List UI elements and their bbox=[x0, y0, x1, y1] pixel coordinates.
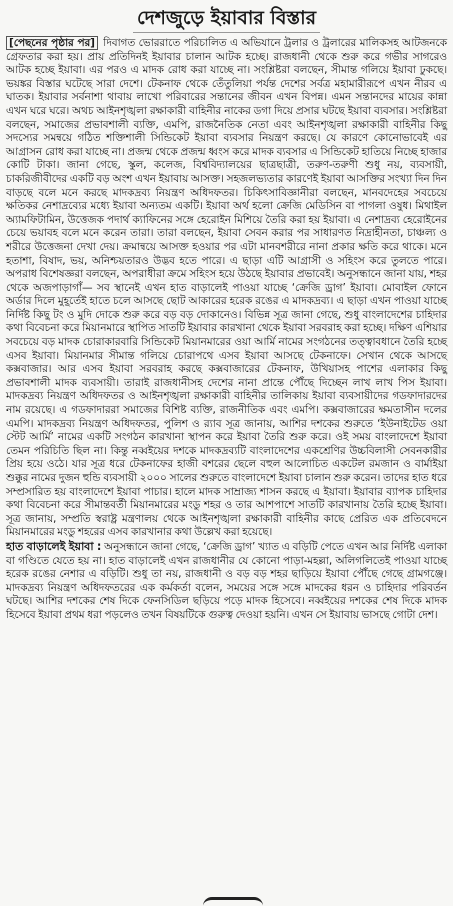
headline-container bbox=[6, 6, 447, 33]
article-headline: দেশজুড়ে ইয়াবার বিস্তার bbox=[133, 6, 320, 33]
article-body bbox=[6, 37, 447, 623]
continuation-tag: [পেছনের পৃষ্ঠার পর] bbox=[6, 36, 98, 50]
cut-off-heading-fragment bbox=[203, 897, 263, 906]
paragraph-2-text: অনুসন্ধানে জানা গেছে, ‘ক্রেজি ড্রাগ’ খ্যাত এ বড়িটি পেতে এখন আর নির্দিষ্ট এলাকা বা গণ্ডিতে যেতে হয় না। হাত বাড়ালেই এখন রাজধানীর যে কোনো পাড়া-মহল্লা, অলিগলিতেই পাওয়া যাচ্ছে হরেক রঙের নেশার এ বড়িটি। শুধু তা নয়, রাজধানী ও বড় বড় শহর ছাড়িয়ে ইয়াবা পৌঁছে গেছে গ্রামগঞ্জে। মাদকদ্রব্য নিয়ন্ত্রণ অধিদফতরের এক কর্মকর্তা বলেন, সময়ের সঙ্গে সঙ্গে মাদকের ধরন ও চাহিদার পরিবর্তন ঘটছে। আশির দশকের শেষ দিকে ফেনসিডিল ছড়িয়ে পড়ে মাদক হিসেবে। নব্বইয়ের দশকের শেষ দিকে মাদক হিসেবে ইয়াবা প্রথম ধরা পড়লেও তখন বিষয়টিকে গুরুত্ব দেওয়া হয়নি। এখন সে ইয়াবায় ভাসছে গোটা দেশ। bbox=[6, 540, 448, 621]
subhead-easy-access: হাত বাড়ালেই ইয়াবা : bbox=[6, 539, 102, 553]
paragraph-2 bbox=[6, 540, 447, 623]
paragraph-1-text: দিবাগত ভোররাতে পরিচালিত এ অভিযানে ট্রলার ও ট্রলারের মালিকসহ আটজনকে গ্রেফতার করা হয়। প্রায় প্রতিদিনই ইয়াবার চালান আটক হচ্ছে। রাজধানী থেকে শুরু করে গভীর সাগরেও আটক হচ্ছে ইয়াবা। এর পরও এ মাদক রোধ করা যাচ্ছে না। সংশ্লিষ্টরা বলছেন, সীমান্ত গলিয়ে ইয়াবা ঢুকছে। ভয়ঙ্কর বিস্তার ঘটেছে সারা দেশে। টেকনাফ থেকে তেঁতুলিয়া পর্যন্ত দেশের সর্বত্র মহামারীরূপে এখন নীরব এ ঘাতক। ইয়াবার সর্বনাশা থাবায় লাখো পরিবারের সন্তানের জীবন এখন বিপন্ন। এমন সন্তানদের মায়ের কান্না এখন ঘরে ঘরে। অথচ আইনশৃঙ্খলা রক্ষাকারী বাহিনীর নাকের ডগা দিয়ে প্রসার ঘটছে ইয়াবা ব্যবসার। সংশ্লিষ্টরা বলছেন, সমাজের প্রভাবশালী ব্যক্তি, এমপি, রাজনৈতিক নেতা এবং আইনশৃঙ্খলা রক্ষাকারী বাহিনীর কিছু সদস্যের সমন্বয়ে গঠিত শক্তিশালী সিন্ডিকেট ইয়াবা ব্যবসার নিয়ন্ত্রণ করছে। যে কারণে কোনোভাবেই এর আগ্রাসন রোধ করা যাচ্ছে না। প্রজন্ম থেকে প্রজন্ম ধ্বংস করে মাদক ব্যবসার এ সিন্ডিকেট হাতিয়ে নিচ্ছে হাজার কোটি টাকা। জানা গেছে, স্কুল, কলেজ, বিশ্ববিদ্যালয়ের ছাত্রছাত্রী, তরুণ-তরুণী শুধু নয়, ব্যবসায়ী, চাকরিজীবীদের একটি বড় অংশ এখন ইয়াবায় আসক্ত। সহজলভ্যতার কারণেই ইয়াবা আসক্তির সংখ্যা দিন দিন বাড়ছে বলে মনে করছে মাদকদ্রব্য নিয়ন্ত্রণ অধিদফতর। চিকিৎসাবিজ্ঞানীরা বলছেন, মানবদেহের সবচেয়ে ক্ষতিকর নেশাদ্রব্যের মধ্যে ইয়াবা অন্যতম একটি। ইয়াবা অর্থ হলো ক্রেজি মেডিসিন বা পাগলা ওষুধ। মিথাইল অ্যামফিটামিন, উত্তেজক পদার্থ ক্যাফিনের সঙ্গে হেরোইন মিশিয়ে তৈরি করা হয় ইয়াবা। এ নেশাদ্রব্য হেরোইনের চেয়ে ভয়াবহ বলে মনে করেন তারা। তারা বলছেন, ইয়াবা সেবন করার পর সাধারণত নিদ্রাহীনতা, চাঞ্চল্য ও শরীরে উত্তেজনা দেখা দেয়। ক্রমান্বয়ে আসক্ত হওয়ার পর এটা মানবশরীরে নানা প্রকার ক্ষতি করে থাকে। মনে হতাশা, বিষাদ, ভয়, অনিশ্চয়তারও উদ্ভব হতে পারে। এ ছাড়া এটি আগ্রাসী ও সহিংস করে তুলতে পারে। অপরাধ বিশেষজ্ঞরা বলছেন, অপরাধীরা ক্রমে সহিংস হয়ে উঠছে ইয়াবার প্রভাবেই। অনুসন্ধানে জানা যায়, শহর থেকে অজপাড়াগাঁ— সব স্থানেই এখন হাত বাড়ালেই পাওয়া যাচ্ছে ‘ক্রেজি ড্রাগ’ ইয়াবা। মোবাইল ফোনে অর্ডার দিলে মুহূর্তেই হাতে চলে আসছে ছোট আকারের হরেক রঙের এ মাদকদ্রব্য। এ ছাড়া এখন পাওয়া যাচ্ছে নির্দিষ্ট কিছু টং ও মুদি দোকে শুরু করে বড় বড় দোকানেও। বিভিন্ন সূত্র জানা গেছে, শুধু বাংলাদেশের চাহিদার কথা বিবেচনা করে মিয়ানমারে স্থাপিত সাতটি ইয়াবার কারখানা থেকে ইয়াবা সরবরাহ করা হচ্ছে। দক্ষিণ এশিয়ার সবচেয়ে বড় মাদক চোরাকারবারি সিন্ডিকেট মিয়ানমারের ওয়া আর্মি নামের সংগঠনের তত্ত্বাবধানে তৈরি হচ্ছে এসব ইয়াবা। মিয়ানমার সীমান্ত গলিয়ে চোরাপথে এসব ইয়াবা আসছে টেকনাফে। সেখান থেকে আসছে কক্সবাজার। আর এসব ইয়াবা সরবরাহ করছে কক্সবাজারের টেকনাফ, উখিয়াসহ পাশের এলাকার কিছু প্রভাবশালী মাদক ব্যবসায়ী। তারাই রাজধানীসহ দেশের নানা প্রান্তে পৌঁছে দিচ্ছেন লাখ লাখ পিস ইয়াবা। মাদকদ্রব্য নিয়ন্ত্রণ অধিদফতর ও আইনশৃঙ্খলা রক্ষাকারী বাহিনীর তালিকায় ইয়াবা ব্যবসায়ীদের গডফাদারদের নাম রয়েছে। এ গডফাদাররা সমাজের বিশিষ্ট ব্যক্তি, রাজনীতিক এবং এমপি। কক্সবাজারের ক্ষমতাসীন দলের এমপি। মাদকদ্রব্য নিয়ন্ত্রণ অধিদফতর, পুলিশ ও র‌্যাব সূত্র জানায়, আশির দশকের শুরুতে ‘ইউনাইটেড ওয়া স্টেট আর্মি’ নামের একটি সংগঠন কারখানা স্থাপন করে ইয়াবা তৈরি শুরু করে। ওই সময় বাংলাদেশে ইয়াবা তেমন পরিচিতি ছিল না। কিন্তু নব্বইয়ের দশকে মাদকদ্রব্যটি বাংলাদেশের একশ্রেণির উচ্চবিলাসী সেবনকারীর প্রিয় হয়ে ওঠে। যার সূত্র ধরে টেকনাফের হাজী বশরের ছেলে বহুল আলোচিত একটেল রমজান ও বার্মাইয়া শুক্কুর নামের দুজন হুন্ডি ব্যবসায়ী ২০০০ সালের শুরুতে বাংলাদেশে ইয়াবা চালান শুরু করেন। তাদের হাত ধরে সম্প্রসারিত হয় বাংলাদেশে ইয়াবা পাচার। হালে মাদক সাম্রাজ্য শাসন করছে এ ইয়াবা। ইয়াবার ব্যাপক চাহিদার কথা বিবেচনা করে সীমান্তবর্তী মিয়ানমারের মংডু শহর ও তার আশপাশে সাতটি কারখানায় তৈরি হচ্ছে ইয়াবা। সূত্র জানায়, সম্প্রতি স্বরাষ্ট্র মন্ত্রণালয় থেকে আইনশৃঙ্খলা রক্ষাকারী বাহিনীর কাছে প্রেরিত এক প্রতিবেদনে মিয়ানমারের মংডু শহরের এসব কারখানার কথা উল্লেখ করা হয়েছে। bbox=[6, 37, 447, 539]
paragraph-1 bbox=[6, 37, 447, 540]
